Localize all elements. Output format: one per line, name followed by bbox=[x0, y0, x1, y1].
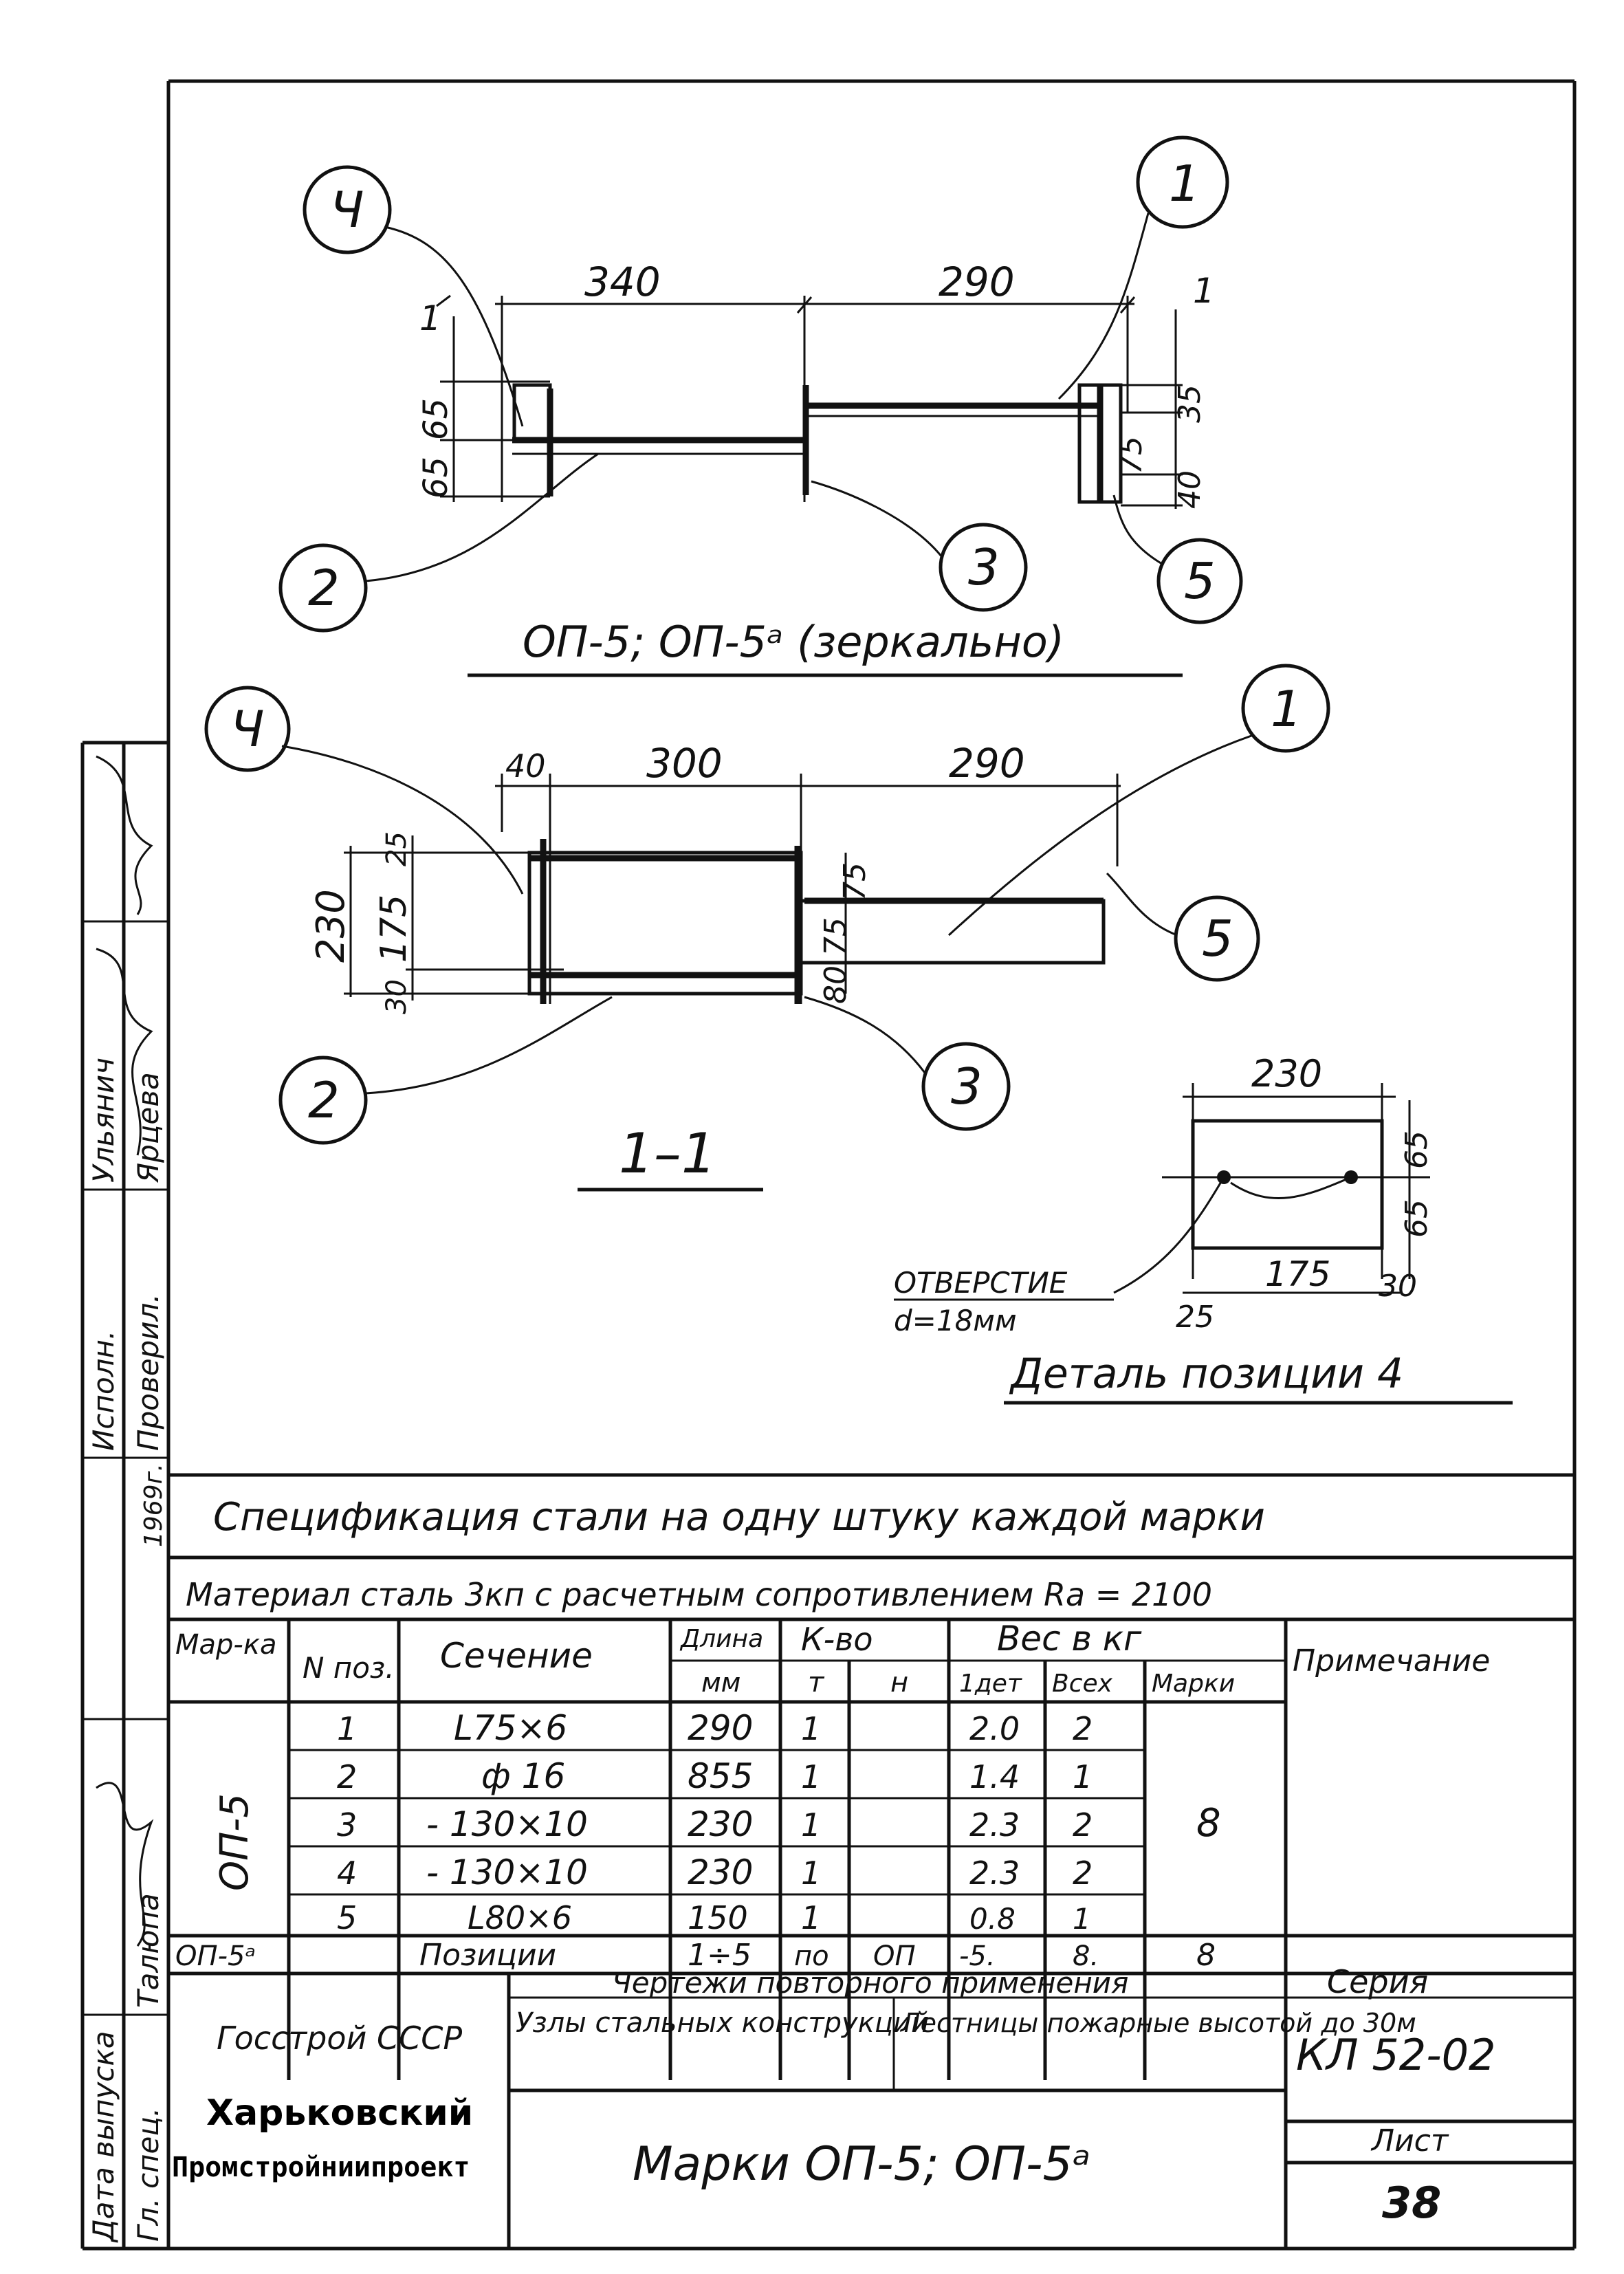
hdr-weight: Вес в кг bbox=[997, 1619, 1142, 1659]
svg-text:1: 1 bbox=[1073, 1902, 1091, 1936]
spec-row bbox=[337, 1899, 1091, 1936]
callout-5-section bbox=[1107, 873, 1258, 980]
callout-4-section bbox=[206, 688, 523, 894]
tb-series: КЛ 52-02 bbox=[1296, 2030, 1496, 2080]
sec-dim-75-lower: 75 bbox=[818, 917, 853, 956]
hdr-length: Длина bbox=[681, 1625, 764, 1653]
svg-text:по: по bbox=[794, 1940, 829, 1972]
callout-3-top bbox=[811, 481, 1026, 610]
dim-35: 35 bbox=[1172, 384, 1207, 423]
org-promstroy: Промстройниипроект bbox=[172, 2152, 470, 2183]
svg-text:ф 16: ф 16 bbox=[481, 1756, 566, 1796]
svg-text:1: 1 bbox=[1169, 155, 1200, 212]
tb-sheet-number: 38 bbox=[1382, 2178, 1442, 2228]
mark-op5: ОП-5 bbox=[212, 1793, 257, 1891]
tb-sheet-label: Лист bbox=[1372, 2123, 1449, 2158]
dim-65-lower: 65 bbox=[417, 456, 455, 499]
top-view bbox=[281, 138, 1241, 675]
dim-340: 340 bbox=[584, 259, 661, 305]
svg-text:-5.: -5. bbox=[959, 1940, 996, 1972]
svg-text:2: 2 bbox=[1073, 1806, 1093, 1844]
svg-text:1÷5: 1÷5 bbox=[688, 1938, 751, 1973]
detail-dim-25: 25 bbox=[1176, 1300, 1214, 1335]
svg-text:5: 5 bbox=[1202, 910, 1233, 967]
org-kharkov: Харьковский bbox=[206, 2092, 474, 2134]
detail-position-4 bbox=[894, 1052, 1513, 1403]
spec-row bbox=[337, 1708, 1093, 1748]
detail-dim-230: 230 bbox=[1251, 1052, 1323, 1095]
stamp-name-ulyanich: Ульянич bbox=[87, 1057, 120, 1183]
detail-dim-175: 175 bbox=[1265, 1254, 1331, 1294]
svg-text:5: 5 bbox=[337, 1899, 358, 1936]
hdr-w-each: 1дет bbox=[959, 1670, 1022, 1698]
sec-dim-175: 175 bbox=[373, 894, 415, 963]
stamp-date: 1969г. bbox=[140, 1463, 168, 1547]
tb-heading: Чертежи повторного применения bbox=[612, 1966, 1129, 2000]
svg-text:1: 1 bbox=[1271, 680, 1302, 738]
svg-text:2.3: 2.3 bbox=[969, 1806, 1020, 1844]
hdr-count-t: т bbox=[808, 1667, 824, 1698]
svg-text:230: 230 bbox=[688, 1852, 754, 1892]
stamp-name-talyupa: Талюпа bbox=[131, 1893, 165, 2008]
detail-dim-30: 30 bbox=[1379, 1269, 1417, 1304]
svg-text:- 130×10: - 130×10 bbox=[426, 1852, 588, 1892]
callout-4-top bbox=[305, 167, 523, 426]
dim-40: 40 bbox=[1172, 470, 1207, 509]
callout-1-top bbox=[1059, 138, 1227, 399]
svg-text:ОП: ОП bbox=[873, 1940, 916, 1972]
org-gosstroy: Госстрой СССР bbox=[217, 2020, 463, 2057]
hdr-count-n: н bbox=[890, 1667, 909, 1698]
svg-text:1: 1 bbox=[1073, 1758, 1093, 1795]
hdr-section: Сечение bbox=[440, 1636, 593, 1676]
svg-text:L80×6: L80×6 bbox=[468, 1899, 572, 1936]
stamp-name-yartseva: Ярцева bbox=[131, 1072, 165, 1183]
svg-text:290: 290 bbox=[688, 1708, 754, 1748]
title-block bbox=[172, 1963, 1574, 2249]
svg-text:1: 1 bbox=[337, 1710, 358, 1747]
hdr-length-unit: мм bbox=[701, 1668, 741, 1698]
svg-text:3: 3 bbox=[951, 1058, 983, 1115]
hole-label: ОТВЕРСТИЕ bbox=[894, 1266, 1068, 1300]
sec-dim-300: 300 bbox=[646, 740, 723, 787]
svg-text:- 130×10: - 130×10 bbox=[426, 1804, 588, 1844]
stamp-role-checked: Проверил. bbox=[131, 1293, 165, 1451]
svg-text:2.0: 2.0 bbox=[969, 1710, 1020, 1747]
sec-dim-290: 290 bbox=[949, 740, 1025, 787]
dim-75: 75 bbox=[1114, 436, 1149, 474]
svg-text:2: 2 bbox=[337, 1758, 358, 1795]
top-view-title: ОП-5; ОП-5ᵃ (зеркально) bbox=[523, 617, 1064, 667]
dim-1-right: 1 bbox=[1193, 271, 1215, 311]
sec-dim-75-upper: 75 bbox=[837, 862, 873, 901]
tb-drawing-title: Марки ОП-5; ОП-5ᵃ bbox=[633, 2137, 1091, 2191]
detail-title: Деталь позиции 4 bbox=[1011, 1350, 1404, 1398]
svg-text:1: 1 bbox=[801, 1758, 822, 1795]
sec-dim-230: 230 bbox=[309, 889, 353, 963]
tb-subject-1: Узлы стальных конструкций bbox=[516, 2007, 930, 2039]
svg-text:3: 3 bbox=[337, 1806, 358, 1844]
sec-dim-25: 25 bbox=[381, 831, 413, 866]
callout-2-section bbox=[281, 997, 612, 1143]
hdr-w-all: Всех bbox=[1052, 1670, 1112, 1698]
spec-title: Спецификация стали на одну штуку каждой марки bbox=[213, 1495, 1265, 1540]
svg-text:1.4: 1.4 bbox=[969, 1758, 1020, 1795]
section-title: 1–1 bbox=[619, 1122, 716, 1185]
sec-dim-30: 30 bbox=[381, 979, 413, 1014]
dim-1-left: 1 bbox=[419, 298, 441, 338]
dim-65-upper: 65 bbox=[417, 397, 455, 440]
spec-row bbox=[337, 1852, 1093, 1892]
svg-text:2: 2 bbox=[308, 1071, 340, 1129]
svg-text:8.: 8. bbox=[1073, 1940, 1099, 1972]
svg-text:Ч: Ч bbox=[330, 181, 364, 239]
dim-290: 290 bbox=[939, 259, 1015, 305]
hdr-w-mark: Марки bbox=[1152, 1670, 1236, 1698]
svg-text:2.3: 2.3 bbox=[969, 1855, 1020, 1892]
svg-text:3: 3 bbox=[968, 538, 1000, 596]
stamp-role-chief: Гл. спец. bbox=[131, 2107, 165, 2242]
svg-text:Позиции: Позиции bbox=[419, 1938, 557, 1973]
svg-text:0.8: 0.8 bbox=[969, 1902, 1016, 1936]
hole-diameter: d=18мм bbox=[894, 1304, 1017, 1337]
callout-1-section bbox=[949, 666, 1328, 935]
hdr-note: Примечание bbox=[1293, 1643, 1491, 1679]
svg-text:ОП-5ᵃ: ОП-5ᵃ bbox=[175, 1940, 256, 1972]
sec-dim-40: 40 bbox=[505, 747, 546, 785]
svg-text:Ч: Ч bbox=[230, 700, 265, 758]
svg-text:1: 1 bbox=[801, 1855, 822, 1892]
svg-text:4: 4 bbox=[337, 1855, 358, 1892]
mark-weight: 8 bbox=[1196, 1801, 1221, 1846]
detail-dim-65-lower: 65 bbox=[1399, 1199, 1434, 1238]
hdr-pos: N поз. bbox=[303, 1651, 395, 1685]
hdr-count: К-во bbox=[801, 1621, 873, 1658]
tb-subject-2: Лестницы пожарные высотой до 30м bbox=[901, 2008, 1416, 2038]
hdr-mark: Мар-ка bbox=[175, 1629, 277, 1661]
svg-text:2: 2 bbox=[1073, 1710, 1093, 1747]
spec-row bbox=[337, 1756, 1093, 1796]
spec-row bbox=[337, 1804, 1093, 1844]
svg-text:5: 5 bbox=[1184, 552, 1216, 610]
tb-series-label: Серия bbox=[1327, 1963, 1429, 2000]
svg-text:230: 230 bbox=[688, 1804, 754, 1844]
svg-text:1: 1 bbox=[801, 1710, 822, 1747]
detail-dim-65-upper: 65 bbox=[1399, 1130, 1434, 1169]
svg-text:8: 8 bbox=[1196, 1938, 1216, 1973]
spec-material: Материал сталь 3кп с расчетным сопротивлением Rа = 2100 bbox=[186, 1576, 1212, 1613]
sec-dim-80: 80 bbox=[818, 965, 853, 1004]
callout-5-top bbox=[1114, 495, 1241, 622]
callout-3-section bbox=[804, 997, 1009, 1129]
stamp-role-executor: Исполн. bbox=[87, 1330, 120, 1451]
svg-text:150: 150 bbox=[688, 1899, 748, 1936]
svg-text:855: 855 bbox=[688, 1756, 754, 1796]
svg-text:1: 1 bbox=[801, 1899, 822, 1936]
stamp-role-date: Дата выпуска bbox=[87, 2031, 120, 2242]
svg-text:2: 2 bbox=[308, 559, 340, 617]
svg-text:1: 1 bbox=[801, 1806, 822, 1844]
svg-text:2: 2 bbox=[1073, 1855, 1093, 1892]
svg-text:L75×6: L75×6 bbox=[454, 1708, 568, 1748]
section-1-1 bbox=[206, 666, 1328, 1190]
